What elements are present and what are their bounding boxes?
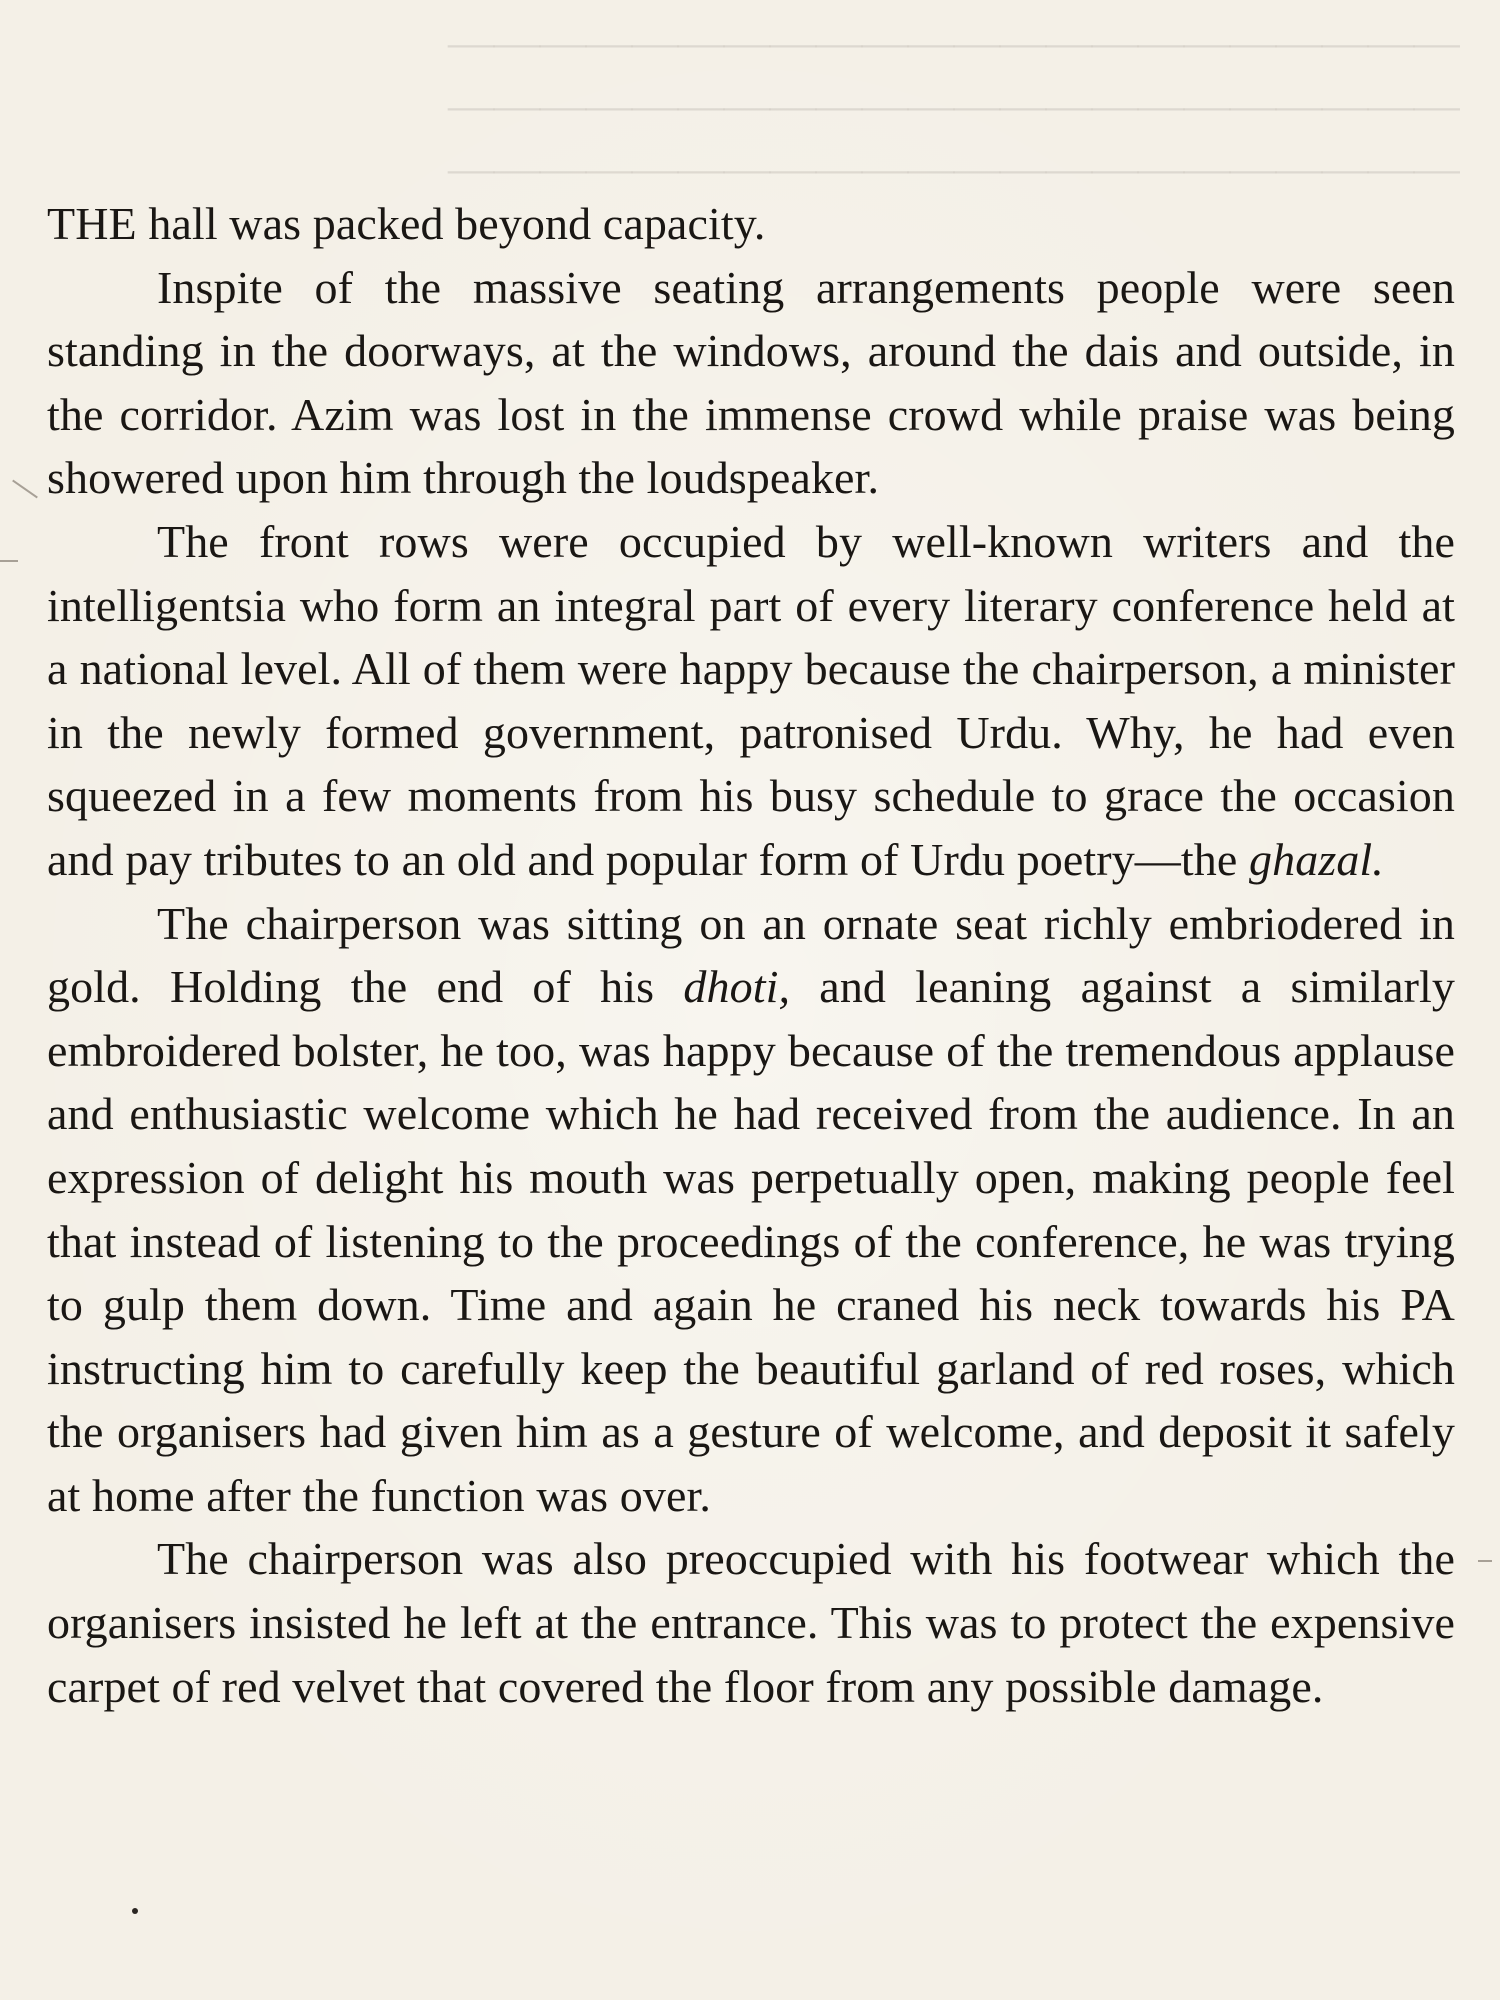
margin-mark — [12, 480, 38, 499]
paragraph — [47, 892, 1455, 1528]
paragraph — [47, 256, 1455, 510]
text-run: and leaning against a similarly embroidered bolster, he too, was happy because of the tremendous applause and enthusiastic welcome which he had received from the audience. In an expression of delight his mouth was perpetually open, making people feel that instead of listening to the proceedings of the conference, he was trying to gulp them down. Time and again he craned his neck towards his PA instructing him to carefully keep the beautiful garland of red roses, which the organisers had given him as a gesture of welcome, and deposit it safely at home after the function was over. — [47, 961, 1455, 1521]
show-through-texture: —————————————————————— —————————————————————— —————————————————————— — [448, 16, 1460, 193]
paragraph — [47, 192, 1455, 256]
paragraph — [47, 1527, 1455, 1718]
italic-text: ghazal. — [1249, 833, 1384, 885]
margin-mark — [0, 560, 18, 562]
text-run: Inspite of the massive seating arrangements people were seen standing in the doorways, at the windows, around the dais and outside, in the corridor. Azim was lost in the immense crowd while praise was being showered upon him through the loudspeaker. — [47, 261, 1455, 504]
paragraph — [47, 510, 1455, 892]
italic-text: dhoti, — [683, 961, 791, 1013]
text-run: The chairperson was also preoccupied with his footwear which the organisers insisted he left at the entrance. This was to protect the expensive carpet of red velvet that covered the floor from any possible damage. — [47, 1533, 1455, 1712]
text-run: The front rows were occupied by well-known writers and the intelligentsia who form an integral part of every literary conference held at a national level. All of them were happy because the chairperson, a minister in the newly formed government, patronised Urdu. Why, he had even squeezed in a few moments from his busy schedule to grace the occasion and pay tributes to an old and popular form of Urdu poetry—the — [47, 515, 1455, 885]
ink-speck — [132, 1908, 138, 1914]
text-run: THE hall was packed beyond capacity. — [47, 198, 766, 249]
margin-mark — [1478, 1560, 1492, 1562]
body-text — [47, 192, 1455, 1718]
text-run: The chairperson was sitting on an ornate seat richly embriodered in gold. Holding the end of his — [47, 897, 1455, 1013]
